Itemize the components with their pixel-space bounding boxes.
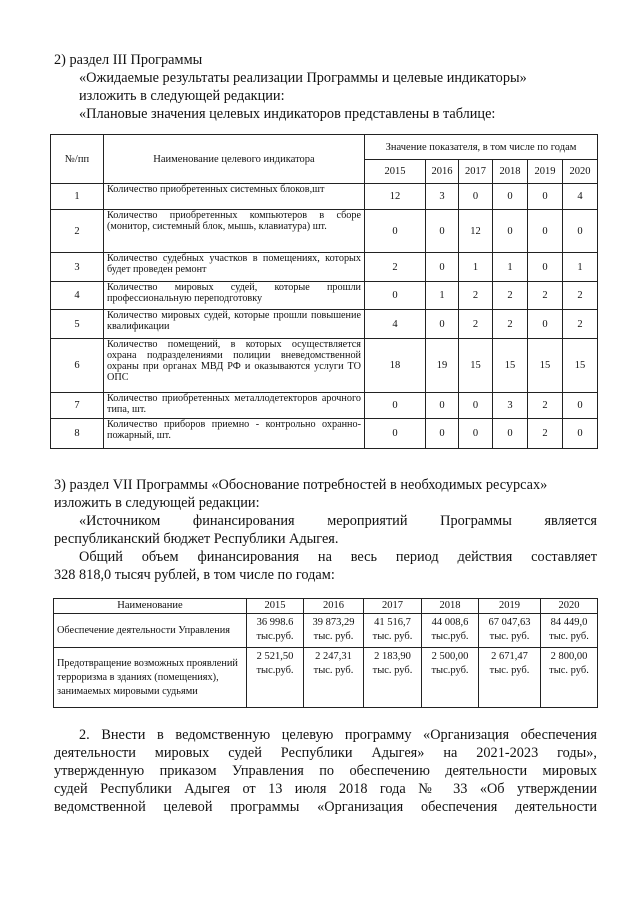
row-value: 0 [528,210,563,253]
unit: тыс.руб. [431,631,469,642]
final-line1: 2. Внести в ведомственную целевую программу «Организация обеспечения [79,727,597,743]
unit: тыс. руб. [489,631,530,642]
row-value: 0 [426,210,459,253]
row-value: 0 [365,282,426,310]
row-value: 2 [459,310,493,339]
amount: 2 247,31 [315,651,352,662]
row-value: 0 [528,310,563,339]
indicators-table [50,134,598,449]
row-value: 0 [563,393,598,419]
year-header: 2018 [422,599,479,614]
col-group-header: Значение показателя, в том числе по годам [365,135,598,160]
section2-heading: 2) раздел III Программы [54,52,203,68]
row-num: 8 [51,419,104,449]
row-value: 2 [493,310,528,339]
row-amount-cell [304,614,364,648]
row-value: 2 [528,282,563,310]
row-value: 0 [426,253,459,282]
amount: 2 800,00 [550,651,588,662]
unit: тыс. руб. [489,665,530,676]
unit: тыс. руб. [549,631,589,642]
row-name: Количество приобретенных металлодетекторов арочного типа, шт. [104,393,365,419]
unit: тыс. руб. [372,665,413,676]
row-value: 19 [426,339,459,393]
year-header: 2020 [563,160,598,184]
row-value: 4 [365,310,426,339]
table-row [51,282,598,310]
table-row [51,210,598,253]
row-value: 0 [426,393,459,419]
row-name: Предотвращение возможных проявлений терроризма в зданиях (помещениях), занимаемых мировыми судьями [54,648,247,708]
col-name-header: Наименование [54,599,247,614]
row-value: 2 [563,282,598,310]
row-value: 0 [459,419,493,449]
row-value: 0 [493,210,528,253]
table-row [51,419,598,449]
unit: тыс.руб. [431,665,469,676]
row-value: 12 [365,184,426,210]
row-value: 1 [493,253,528,282]
table-row [51,184,598,210]
row-value: 0 [563,210,598,253]
section3-line3a: Общий объем финансирования на весь период действия составляет [79,549,597,565]
col-num-header: №/пп [51,135,104,184]
row-value: 1 [426,282,459,310]
row-value: 0 [528,184,563,210]
row-num: 4 [51,282,104,310]
section2-line1: «Ожидаемые результаты реализации Программы и целевые индикаторы» [79,70,527,86]
row-amount-cell [247,648,304,708]
year-header: 2015 [365,160,426,184]
year-header: 2019 [479,599,541,614]
row-amount-cell [364,614,422,648]
row-num: 5 [51,310,104,339]
row-value: 0 [528,253,563,282]
row-value: 3 [493,393,528,419]
row-name: Количество помещений, в которых осуществляется охрана подразделениями полиции вневедомственной охраны при органах МВД РФ и оказываются услуги ТО ОПС [104,339,365,393]
table-row [51,339,598,393]
row-amount-cell [422,614,479,648]
section3-heading: 3) раздел VII Программы «Обоснование потребностей в необходимых ресурсах» [54,477,548,493]
section3-line3b: 328 818,0 тысяч рублей, в том числе по годам: [54,567,335,583]
col-name-header: Наименование целевого индикатора [104,135,365,184]
row-value: 15 [459,339,493,393]
year-header: 2017 [459,160,493,184]
row-num: 2 [51,210,104,253]
row-amount-cell [304,648,364,708]
row-value: 0 [365,210,426,253]
year-header: 2015 [247,599,304,614]
final-line5: ведомственной целевой программы «Организация обеспечения деятельности [54,799,597,815]
unit: тыс. руб. [372,631,413,642]
row-value: 3 [426,184,459,210]
row-value: 2 [528,419,563,449]
row-value: 0 [426,310,459,339]
row-value: 18 [365,339,426,393]
row-value: 15 [563,339,598,393]
row-value: 0 [563,419,598,449]
unit: тыс.руб. [256,631,294,642]
row-value: 0 [493,184,528,210]
amount: 67 047,63 [488,617,531,628]
row-value: 1 [563,253,598,282]
row-value: 2 [365,253,426,282]
amount: 2 500,00 [431,651,469,662]
row-amount-cell [422,648,479,708]
row-name: Количество мировых судей, которые прошли повышение квалификации [104,310,365,339]
row-value: 0 [459,184,493,210]
row-value: 15 [493,339,528,393]
row-amount-cell [541,648,598,708]
unit: тыс.руб. [256,665,294,676]
row-value: 2 [563,310,598,339]
row-value: 0 [459,393,493,419]
row-value: 2 [459,282,493,310]
row-num: 3 [51,253,104,282]
section2-line2: изложить в следующей редакции: [79,88,285,104]
row-value: 2 [528,393,563,419]
final-line2: деятельности мировых судей Республики Адыгея» на 2021-2023 годы», [54,745,597,761]
row-name: Количество приобретенных компьютеров в сборе (монитор, системный блок, мышь, клавиатура) шт. [104,210,365,253]
year-header: 2019 [528,160,563,184]
amount: 44 008,6 [431,617,469,628]
section3-line1: изложить в следующей редакции: [54,495,260,511]
section3-line2b: республиканский бюджет Республики Адыгея. [54,531,339,547]
row-value: 4 [563,184,598,210]
amount: 39 873,29 [312,617,355,628]
unit: тыс. руб. [313,665,354,676]
row-name: Количество приборов приемно - контрольно охранно-пожарный, шт. [104,419,365,449]
row-value: 15 [528,339,563,393]
row-amount-cell [541,614,598,648]
row-amount-cell [479,614,541,648]
table-row [51,393,598,419]
row-name: Количество судебных участков в помещениях, которых будет проведен ремонт [104,253,365,282]
final-line4: судей Республики Адыгея от 13 июля 2018 года № 33 «Об утверждении [54,781,597,797]
table-row [51,253,598,282]
table-row [54,614,598,648]
section3-line2a: «Источником финансирования мероприятий Программы является [79,513,597,529]
table-row [51,310,598,339]
row-value: 2 [493,282,528,310]
row-name: Количество приобретенных системных блоков,шт [104,184,365,210]
funding-table [53,598,598,708]
row-amount-cell [247,614,304,648]
amount: 36 998.6 [256,617,294,628]
year-header: 2016 [304,599,364,614]
row-num: 1 [51,184,104,210]
section2-line3: «Плановые значения целевых индикаторов представлены в таблице: [79,106,496,122]
year-header: 2016 [426,160,459,184]
row-num: 7 [51,393,104,419]
row-value: 1 [459,253,493,282]
row-value: 12 [459,210,493,253]
row-value: 0 [365,419,426,449]
year-header: 2020 [541,599,598,614]
row-num: 6 [51,339,104,393]
row-amount-cell [364,648,422,708]
amount: 41 516,7 [374,617,411,628]
row-name: Количество мировых судей, которые прошли профессиональную переподготовку [104,282,365,310]
row-name: Обеспечение деятельности Управления [54,614,247,648]
year-header: 2018 [493,160,528,184]
amount: 2 521,50 [256,651,294,662]
amount: 84 449,0 [550,617,588,628]
table-row [54,648,598,708]
amount: 2 671,47 [491,651,528,662]
row-value: 0 [426,419,459,449]
unit: тыс. руб. [549,665,589,676]
unit: тыс. руб. [313,631,354,642]
amount: 2 183,90 [374,651,411,662]
row-value: 0 [365,393,426,419]
final-line3: утвержденную приказом Управления по обеспечению деятельности мировых [54,763,597,779]
row-amount-cell [479,648,541,708]
row-value: 0 [493,419,528,449]
year-header: 2017 [364,599,422,614]
